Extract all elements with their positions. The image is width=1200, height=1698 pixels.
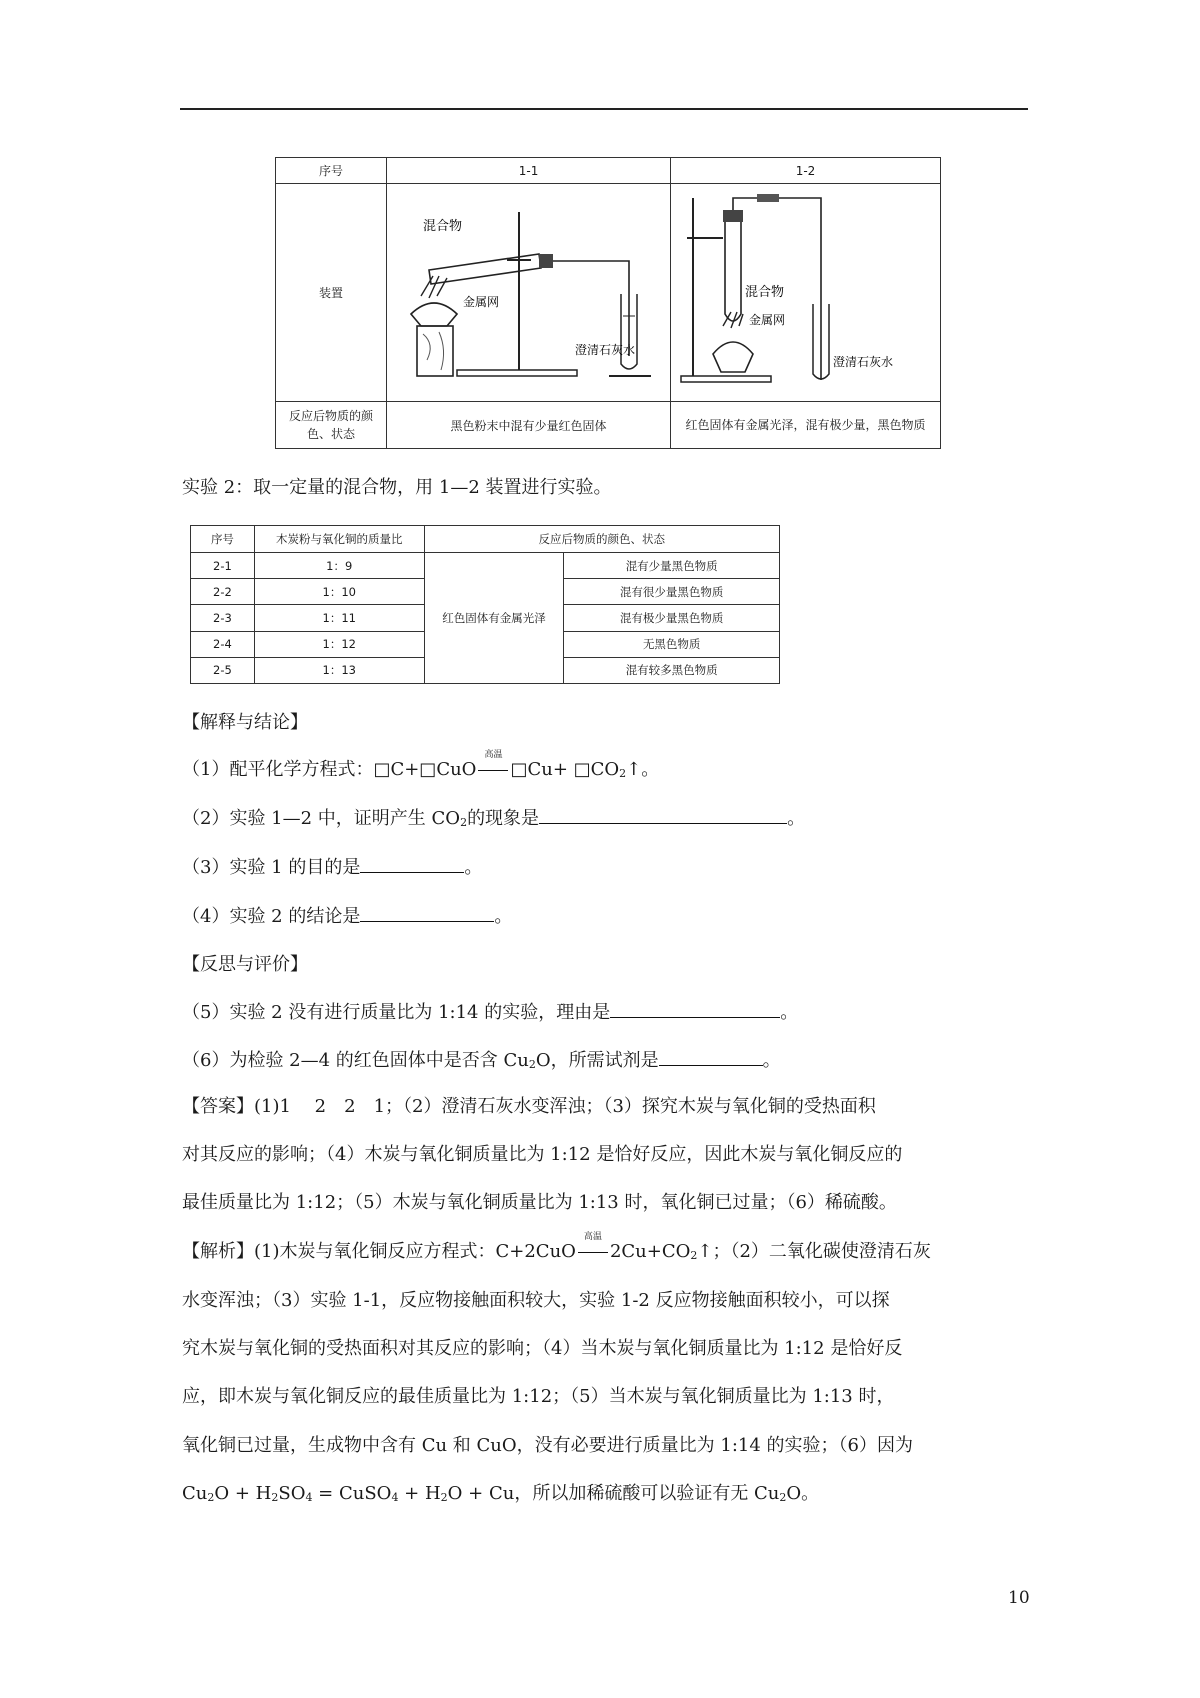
table-header-seq: 序号 <box>276 158 387 184</box>
t2-header-ratio: 木炭粉与氧化铜的质量比 <box>254 526 424 553</box>
answer-blank[interactable] <box>659 1047 763 1066</box>
color-state-1-1: 黑色粉末中混有少量红色固体 <box>387 402 671 449</box>
table-row-ratio: 1：11 <box>254 605 424 631</box>
question-5: （5）实验 2 没有进行质量比为 1:14 的实验，理由是 。 <box>182 999 798 1027</box>
table-row-state: 混有极少量黑色物质 <box>564 605 780 631</box>
apparatus-1-1-cell <box>387 184 671 402</box>
fig1-label-gauze: 金属网 <box>462 295 499 309</box>
answer-blank[interactable] <box>539 805 787 824</box>
table-row-ratio: 1：12 <box>254 631 424 657</box>
fig2-label-lime-water: 澄清石灰水 <box>832 355 893 369</box>
answer-line-2: 对其反应的影响；（4）木炭与氧化铜质量比为 1:12 是恰好反应，因此木炭与氧化铜反应的 <box>182 1144 903 1165</box>
mass-ratio-table <box>190 525 780 684</box>
table-row-state: 混有少量黑色物质 <box>564 553 780 579</box>
t2-header-seq: 序号 <box>191 526 255 553</box>
page-number: 10 <box>1008 1588 1030 1608</box>
answer-blank[interactable] <box>610 999 780 1018</box>
section-conclusion: 【解释与结论】 <box>182 712 308 733</box>
condition-high-temp: 高温 <box>476 756 510 784</box>
answer-blank[interactable] <box>360 903 494 922</box>
color-state-1-2: 红色固体有金属光泽，混有极少量，黑色物质 <box>671 402 941 449</box>
fig1-label-mixture: 混合物 <box>422 219 462 234</box>
apparatus-1-1-figure <box>389 184 669 398</box>
analysis-line-5: 氧化铜已过量，生成物中含有 Cu 和 CuO，没有必要进行质量比为 1:14 的实验；（6）因为 <box>182 1435 913 1456</box>
t2-merged-state: 红色固体有金属光泽 <box>424 553 564 684</box>
answer-line-3: 最佳质量比为 1:12；（5）木炭与氧化铜质量比为 1:13 时，氧化铜已过量；（6）稀硫酸。 <box>182 1192 897 1213</box>
exp2-intro: 实验 2：取一定量的混合物，用 1—2 装置进行实验。 <box>182 477 612 498</box>
fig2-label-gauze: 金属网 <box>748 313 785 327</box>
answer-line-1: 【答案】(1)1 2 2 1；（2）澄清石灰水变浑浊；（3）探究木炭与氧化铜的受热面积 <box>182 1096 876 1117</box>
table-row-id: 2-1 <box>191 553 255 579</box>
question-6: （6）为检验 2—4 的红色固体中是否含 Cu2O，所需试剂是 。 <box>182 1047 781 1079</box>
analysis-line-6: Cu2O + H2SO4 = CuSO4 + H2O + Cu，所以加稀硫酸可以验证有无 Cu2O。 <box>182 1483 820 1504</box>
table-row-id: 2-5 <box>191 657 255 683</box>
question-3: （3）实验 1 的目的是 。 <box>182 854 482 882</box>
question-1: （1）配平化学方程式：□C+□CuO 高温 □Cu+ □CO2↑。 <box>182 756 659 788</box>
table-header-1-1: 1-1 <box>387 158 671 184</box>
analysis-line-1: 【解析】(1)木炭与氧化铜反应方程式：C+2CuO 高温 2Cu+CO2↑；（2）二氧化碳使澄清石灰 <box>182 1238 931 1270</box>
t2-header-state: 反应后物质的颜色、状态 <box>424 526 779 553</box>
condition-high-temp: 高温 <box>576 1238 610 1266</box>
table-row-id: 2-2 <box>191 579 255 605</box>
table-row-ratio: 1：13 <box>254 657 424 683</box>
answer-blank[interactable] <box>360 854 464 873</box>
apparatus-1-2-figure <box>673 184 939 398</box>
table-row-ratio: 1：9 <box>254 553 424 579</box>
table-row-id: 2-4 <box>191 631 255 657</box>
table-row-id: 2-3 <box>191 605 255 631</box>
analysis-line-3: 究木炭与氧化铜的受热面积对其反应的影响；（4）当木炭与氧化铜质量比为 1:12 是恰好反 <box>182 1338 903 1359</box>
table-header-1-2: 1-2 <box>671 158 941 184</box>
question-2: （2）实验 1—2 中，证明产生 CO2的现象是 。 <box>182 805 805 837</box>
question-4: （4）实验 2 的结论是 。 <box>182 903 512 931</box>
analysis-line-2: 水变浑浊；（3）实验 1-1，反应物接触面积较大，实验 1-2 反应物接触面积较小，可以探 <box>182 1290 890 1311</box>
section-reflection: 【反思与评价】 <box>182 954 308 975</box>
apparatus-1-2-cell <box>671 184 941 402</box>
table-row-state: 无黑色物质 <box>564 631 780 657</box>
apparatus-table <box>275 157 941 449</box>
row-label-apparatus: 装置 <box>276 184 387 402</box>
table-row-ratio: 1：10 <box>254 579 424 605</box>
header-rule <box>180 108 1028 110</box>
table-row-state: 混有很少量黑色物质 <box>564 579 780 605</box>
row-label-color-state: 反应后物质的颜色、状态 <box>276 402 387 449</box>
fig1-label-lime-water: 澄清石灰水 <box>574 343 635 357</box>
analysis-line-4: 应，即木炭与氧化铜反应的最佳质量比为 1:12；（5）当木炭与氧化铜质量比为 1:13 时， <box>182 1386 895 1407</box>
table-row-state: 混有较多黑色物质 <box>564 657 780 683</box>
fig2-label-mixture: 混合物 <box>744 285 784 300</box>
